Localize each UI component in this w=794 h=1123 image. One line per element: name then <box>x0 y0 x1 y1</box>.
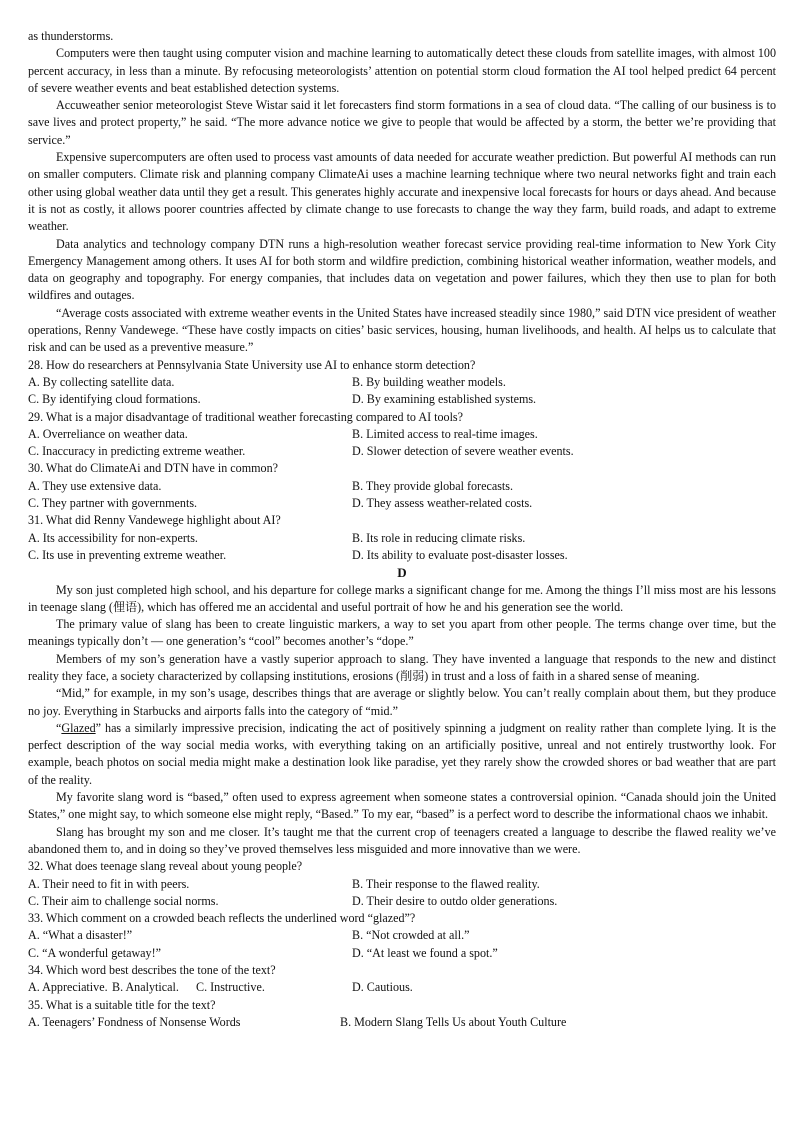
passage-d-paragraph: My favorite slang word is “based,” often used to express agreement when someone states a controversial opinion. “Canada should join the United States,” one might say, to which someone else might reply, “Based.” To my ear, “based” is a perfect word to describe the informational chaos we inhabit. <box>28 790 776 822</box>
option-30-d: D. They assess weather-related costs. <box>352 496 533 511</box>
option-34-c: C. Instructive. <box>196 980 265 995</box>
option-28-c: C. By identifying cloud formations. <box>28 392 201 407</box>
passage-d-paragraph: Members of my son’s generation have a vastly superior approach to slang. They have invented a language that responds to the new and distinct reality they face, a society characterized by collapsing institutions, erosions (削弱) in trust and a loss of faith in a shared sense of meaning. <box>28 651 776 683</box>
question-34-stem: 34. Which word best describes the tone of the text? <box>28 963 276 978</box>
option-31-b: B. Its role in reducing climate risks. <box>352 530 526 545</box>
question-35-options <box>28 1014 776 1031</box>
option-32-b: B. Their response to the flawed reality. <box>352 876 540 891</box>
option-31-a: A. Its accessibility for non-experts. <box>28 530 198 545</box>
passage-c-fragment: as thunderstorms. <box>28 29 114 43</box>
option-28-b: B. By building weather models. <box>352 374 506 389</box>
option-28-d: D. By examining established systems. <box>352 392 537 407</box>
option-32-d: D. Their desire to outdo older generations. <box>352 893 558 908</box>
option-30-c: C. They partner with governments. <box>28 496 198 511</box>
question-30-stem: 30. What do ClimateAi and DTN have in common? <box>28 461 278 476</box>
option-35-a: A. Teenagers’ Fondness of Nonsense Words <box>28 1014 241 1029</box>
option-31-c: C. Its use in preventing extreme weather. <box>28 547 227 562</box>
underlined-word-glazed: Glazed <box>61 720 96 735</box>
passage-c-paragraph: Expensive supercomputers are often used to process vast amounts of data needed for accurate weather prediction. But powerful AI methods can run on smaller computers. Climate risk and planning company ClimateAi uses a machine learning technique where two neural networks fight and train each other using global weather data until they get a result. This generates highly accurate and inexpensive local forecasts for hours or days ahead. And because it is not as costly, it allows poorer countries affected by climate change to use forecasts to change the way they farm, build roads, and adapt to extreme weather. <box>28 150 776 234</box>
passage-d-paragraph-glazed <box>28 720 776 789</box>
passage-d-paragraph: Slang has brought my son and me closer. It’s taught me that the current crop of teenagers created a language to describe the flawed reality we’ve abandoned them to, and in doing so they’ve proved themselves less misguided and more innovative than we were. <box>28 824 776 856</box>
question-28-options-row-2 <box>28 391 776 408</box>
option-29-b: B. Limited access to real-time images. <box>352 426 538 441</box>
question-33-options-row-2 <box>28 945 776 962</box>
passage-d-paragraph: “Mid,” for example, in my son’s usage, describes things that are average or slightly below. You can’t really complain about them, but they produce no joy. Everything in Starbucks and airports falls into the category of “mid.” <box>28 686 776 718</box>
option-31-d: D. Its ability to evaluate post-disaster losses. <box>352 547 568 562</box>
exam-page <box>28 28 776 1031</box>
passage-c-paragraph: Accuweather senior meteorologist Steve Wistar said it let forecasters find storm formations in a sea of cloud data. “The calling of our business is to save lives and protect property,” he said. “The more advance notice we give to people that would be affected by a storm, the better we’re providing that service.” <box>28 98 776 147</box>
option-30-a: A. They use extensive data. <box>28 478 162 493</box>
option-33-b: B. “Not crowded at all.” <box>352 928 470 943</box>
option-34-b: B. Analytical. <box>112 980 179 995</box>
question-31-stem: 31. What did Renny Vandewege highlight about AI? <box>28 513 281 528</box>
quote-open: “ <box>56 720 62 735</box>
question-31-options-row-2 <box>28 547 776 564</box>
option-29-c: C. Inaccuracy in predicting extreme weather. <box>28 444 246 459</box>
question-33-options-row-1 <box>28 927 776 944</box>
option-34-a: A. Appreciative. <box>28 980 108 995</box>
option-28-a: A. By collecting satellite data. <box>28 374 175 389</box>
option-32-c: C. Their aim to challenge social norms. <box>28 893 219 908</box>
question-28-options-row-1 <box>28 374 776 391</box>
question-30-options-row-2 <box>28 495 776 512</box>
passage-d-paragraph: My son just completed high school, and his departure for college marks a significant change for me. Among the things I’ll miss most are his lessons in teenage slang (俚语), which has offered me an accidental and useful portrait of how he and his generation see the world. <box>28 582 776 614</box>
option-30-b: B. They provide global forecasts. <box>352 478 513 493</box>
option-35-b: B. Modern Slang Tells Us about Youth Culture <box>340 1014 567 1029</box>
question-28-stem: 28. How do researchers at Pennsylvania State University use AI to enhance storm detection? <box>28 357 476 372</box>
option-33-d: D. “At least we found a spot.” <box>352 945 498 960</box>
option-33-c: C. “A wonderful getaway!” <box>28 945 161 960</box>
question-32-options-row-1 <box>28 876 776 893</box>
question-29-options-row-1 <box>28 426 776 443</box>
question-32-stem: 32. What does teenage slang reveal about young people? <box>28 859 303 874</box>
option-34-d: D. Cautious. <box>352 980 413 995</box>
option-32-a: A. Their need to fit in with peers. <box>28 876 190 891</box>
section-d-heading: D <box>397 565 407 581</box>
question-30-options-row-1 <box>28 478 776 495</box>
question-29-options-row-2 <box>28 443 776 460</box>
passage-c-paragraph: Data analytics and technology company DTN runs a high-resolution weather forecast service providing real-time information to New York City Emergency Management among others. It uses AI for both storm and wildfire prediction, combining historical weather information, weather models, and data on geography and topography. For energy companies, that includes data on vegetation and power failures, which they then use to plan for both wildfires and outages. <box>28 236 776 303</box>
question-33-stem: 33. Which comment on a crowded beach reflects the underlined word “glazed”? <box>28 911 416 926</box>
question-31-options-row-1 <box>28 530 776 547</box>
option-29-d: D. Slower detection of severe weather events. <box>352 444 574 459</box>
option-29-a: A. Overreliance on weather data. <box>28 426 188 441</box>
passage-c-paragraph: Computers were then taught using computer vision and machine learning to automatically detect these clouds from satellite images, with almost 100 percent accuracy, in less than a minute. By refocusing meteorologists’ attention on potential storm cloud formation the AI tool helped predict 64 percent of severe weather events and beat established detection systems. <box>28 46 776 95</box>
question-32-options-row-2 <box>28 893 776 910</box>
question-35-stem: 35. What is a suitable title for the text? <box>28 997 216 1012</box>
glazed-paragraph-text: ” has a similarly impressive precision, indicating the act of positively spinning a judgment on reality rather than complete lying. It is the perfect description of the way social media works, with everything taking on an artificially positive, unreal and not entirely trustworthy look. For example, beach photos on social media might make a destination look like paradise, yet they rarely show the crowded shores or bad weather that are part of the reality. <box>28 720 776 787</box>
question-29-stem: 29. What is a major disadvantage of traditional weather forecasting compared to AI tools? <box>28 409 464 424</box>
question-34-options <box>28 979 776 996</box>
passage-c-paragraph: “Average costs associated with extreme weather events in the United States have increased steadily since 1980,” said DTN vice president of weather operations, Renny Vandewege. “These have costly impacts on cities’ basic services, housing, human livelihoods, and health. AI helps us to calculate that risk and can be used as a preventive measure.” <box>28 305 776 355</box>
passage-d-paragraph: The primary value of slang has been to create linguistic markers, a way to set you apart from other people. The terms change over time, but the meanings typically don’t — one generation’s “cool” becomes another’s “dope.” <box>28 617 776 649</box>
option-33-a: A. “What a disaster!” <box>28 928 133 943</box>
